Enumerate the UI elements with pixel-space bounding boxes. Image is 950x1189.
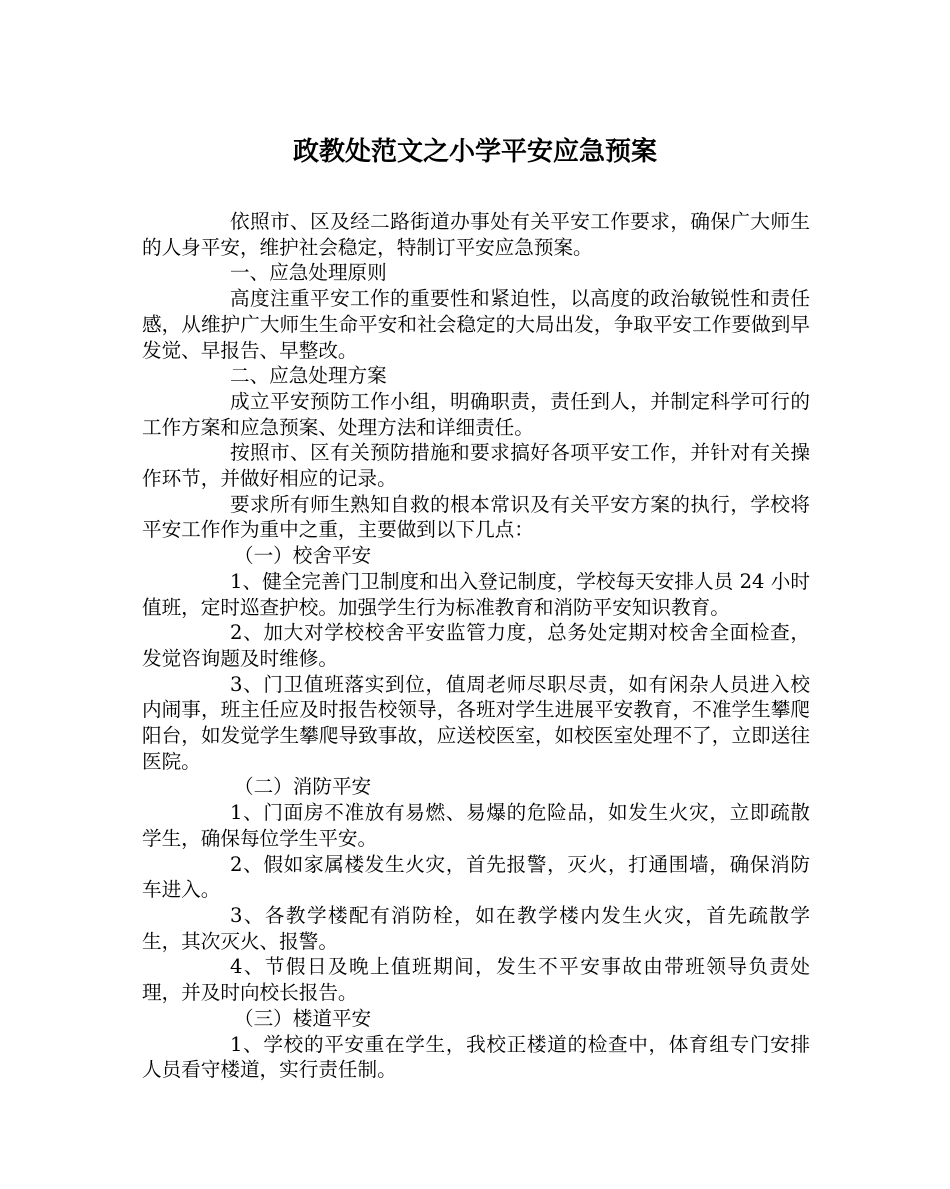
section-heading-principles: 一、应急处理原则 xyxy=(230,261,387,285)
document-body xyxy=(142,209,810,1083)
subsection-heading-campus: （一）校舍平安 xyxy=(234,544,372,568)
list-item-campus-3: 3、门卫值班落实到位，值周老师尽职尽责，如有闲杂人员进入校内闹事，班主任应及时报告校领导，各班对学生进展平安教育，不准学生攀爬阳台，如发觉学生攀爬导致事故，应送校医室，如校医室处理不了，立即送往医院。 xyxy=(142,672,810,773)
paragraph-principles: 高度注重平安工作的重要性和紧迫性，以高度的政治敏锐性和责任感，从维护广大师生生命平安和社会稳定的大局出发，争取平安工作要做到早发觉、早报告、早整改。 xyxy=(142,287,810,362)
list-item-fire-2: 2、假如家属楼发生火灾，首先报警，灭火，打通围墙，确保消防车进入。 xyxy=(142,852,810,902)
list-item-fire-1: 1、门面房不准放有易燃、易爆的危险品，如发生火灾，立即疏散学生，确保每位学生平安。 xyxy=(142,801,810,850)
list-item-corridor-1: 1、学校的平安重在学生，我校正楼道的检查中，体育组专门安排人员看守楼道，实行责任制。 xyxy=(142,1032,810,1082)
paragraph-plan-team: 成立平安预防工作小组，明确职责，责任到人，并制定科学可行的工作方案和应急预案、处理方法和详细责任。 xyxy=(142,389,810,439)
section-heading-plan: 二、应急处理方案 xyxy=(230,364,387,388)
paragraph-intro: 依照市、区及经二路街道办事处有关平安工作要求，确保广大师生的人身平安，维护社会稳定，特制订平安应急预案。 xyxy=(142,210,810,259)
paragraph-plan-requirements: 要求所有师生熟知自救的根本常识及有关平安方案的执行，学校将平安工作作为重中之重，主要做到以下几点： xyxy=(142,492,810,542)
list-item-fire-4: 4、节假日及晚上值班期间，发生不平安事故由带班领导负责处理，并及时向校长报告。 xyxy=(142,955,810,1005)
subsection-heading-fire: （二）消防平安 xyxy=(234,775,372,799)
subsection-heading-corridor: （三）楼道平安 xyxy=(234,1006,372,1030)
list-item-campus-1: 1、健全完善门卫制度和出入登记制度，学校每天安排人员 24 小时值班，定时巡查护校。加强学生行为标准教育和消防平安知识教育。 xyxy=(142,569,810,619)
list-item-campus-2: 2、加大对学校校舍平安监管力度，总务处定期对校舍全面检查，发觉咨询题及时维修。 xyxy=(142,621,810,670)
document-title: 政教处范文之小学平安应急预案 xyxy=(292,137,657,167)
list-item-fire-3: 3、各教学楼配有消防栓，如在教学楼内发生火灾，首先疏散学生，其次灭火、报警。 xyxy=(142,903,810,953)
paragraph-plan-measures: 按照市、区有关预防措施和要求搞好各项平安工作，并针对有关操作环节，并做好相应的记录。 xyxy=(142,441,810,491)
